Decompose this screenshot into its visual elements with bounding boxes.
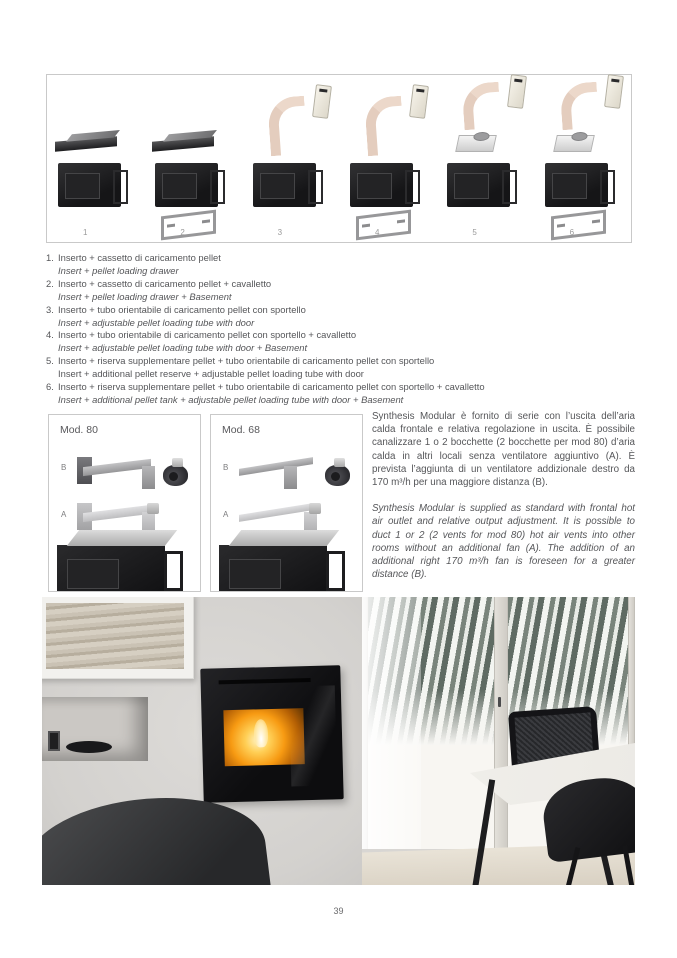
loading-door-illustration: [507, 74, 527, 109]
duct-kit-b-illustration: [77, 457, 153, 491]
config-number: 2: [180, 228, 185, 237]
insert-stove-illustration: [350, 163, 413, 207]
config-number: 4: [374, 228, 380, 237]
mod-68-figure: [210, 414, 363, 592]
insert-stove-illustration: [57, 545, 165, 592]
additional-fan-illustration: [163, 465, 188, 486]
item-text-it: Inserto + cassetto di caricamento pellet + cavalletto: [58, 277, 272, 289]
loading-tube-illustration: [462, 82, 502, 130]
pellet-reserve-illustration: [456, 135, 498, 152]
list-item: [46, 355, 632, 381]
label-b: B: [223, 463, 229, 472]
sheer-curtain: [359, 597, 421, 849]
loading-door-illustration: [604, 74, 624, 109]
item-text-it: Inserto + tubo orientabile di caricamento pellet con sportello: [58, 303, 306, 315]
decor-bowl: [66, 741, 112, 753]
item-number: 6.: [46, 381, 54, 393]
door-handle: [498, 697, 501, 707]
item-number: 5.: [46, 355, 54, 367]
wall-niche: [42, 697, 148, 761]
basement-stand-illustration: [356, 210, 411, 241]
page-number: 39: [333, 906, 344, 916]
basement-stand-illustration: [161, 210, 216, 241]
insert-stove-illustration: [545, 163, 608, 207]
list-item: [46, 278, 632, 304]
mod-68-title: Mod. 68: [222, 424, 260, 436]
config-number: 5: [472, 228, 477, 237]
item-text-it: Inserto + tubo orientabile di caricamento pellet con sportello + cavalletto: [58, 329, 357, 341]
loading-door-illustration: [312, 84, 332, 119]
config-2-illustration: [144, 75, 241, 242]
loading-tube-illustration: [267, 96, 308, 156]
configurations-figure: [46, 74, 632, 243]
window-frame: [494, 597, 508, 849]
mod-80-title: Mod. 80: [60, 424, 98, 436]
basement-stand-illustration: [551, 210, 606, 241]
item-text-it: Inserto + riserva supplementare pellet + tubo orientabile di caricamento pellet con sportello: [58, 355, 435, 367]
list-item: [46, 329, 632, 355]
item-number: 2.: [46, 277, 54, 289]
insert-stove-illustration: [253, 163, 316, 207]
item-text-en: Insert + adjustable pellet loading tube with door: [58, 316, 255, 328]
list-item: [46, 304, 632, 330]
loading-tube-illustration: [559, 82, 599, 130]
pellet-drawer-illustration: [152, 136, 214, 151]
list-item: [46, 381, 632, 407]
label-b: B: [61, 463, 67, 472]
framed-artwork: [42, 597, 194, 679]
configurations-legend: [46, 252, 632, 407]
config-3-illustration: [242, 75, 339, 242]
item-text-en: Insert + additional pellet tank + adjustable pellet loading tube with door + Basement: [58, 393, 404, 405]
item-number: 1.: [46, 252, 54, 263]
insert-stove-illustration: [155, 163, 218, 207]
product-description: [372, 410, 635, 581]
item-text-en: Insert + pellet loading drawer + Basement: [58, 290, 232, 302]
item-text-en: Insert + pellet loading drawer: [58, 264, 179, 276]
pellet-drawer-illustration: [55, 136, 117, 151]
description-italian: Synthesis Modular è fornito di serie con l’uscita dell’aria calda frontale e relativa regolazione in uscita. È possibile canalizzare 1 o 2 bocchette (2 bocchette per mod 80) d’aria calda in altri locali senza ventilatore aggiuntivo (A). È prevista l’aggiunta di un ventilatore addizionale destro da 170 m³/h per una maggiore distanza (B).: [372, 411, 635, 489]
config-4-illustration: [339, 75, 436, 242]
insert-stove-illustration: [58, 163, 121, 207]
flame: [254, 719, 269, 747]
label-a: A: [61, 510, 67, 519]
air-nozzle-illustration: [309, 503, 321, 514]
pellet-insert-fireplace: [200, 665, 343, 803]
item-text-en: Insert + additional pellet reserve + adjustable pellet loading tube with door: [58, 368, 364, 380]
additional-fan-illustration: [325, 465, 350, 486]
item-text-en: Insert + adjustable pellet loading tube with door + Basement: [58, 342, 308, 354]
config-number: 3: [277, 228, 283, 237]
air-nozzle-illustration: [147, 503, 159, 514]
insert-stove-illustration: [447, 163, 510, 207]
label-a: A: [223, 510, 229, 519]
item-number: 4.: [46, 329, 54, 341]
photo-frame: [48, 731, 60, 751]
mod-80-figure: [48, 414, 201, 592]
config-number: 1: [83, 228, 88, 237]
config-5-illustration: [436, 75, 533, 242]
config-number: 6: [569, 228, 575, 237]
duct-kit-b-illustration: [239, 457, 315, 491]
loading-door-illustration: [409, 84, 429, 119]
item-text-it: Inserto + cassetto di caricamento pellet: [58, 252, 221, 263]
insert-stove-illustration: [219, 545, 327, 592]
pellet-reserve-illustration: [553, 135, 595, 152]
item-text-it: Inserto + riserva supplementare pellet + tubo orientabile di caricamento pellet con sportello + cavalletto: [58, 381, 485, 393]
item-number: 3.: [46, 303, 54, 315]
config-6-illustration: [534, 75, 631, 242]
air-vent: [219, 678, 311, 684]
list-item: [46, 252, 632, 278]
description-english: Synthesis Modular is supplied as standard with frontal hot air outlet and relative output adjustment. It is possible to duct 1 or 2 (2 vents for mod 80) hot air vents into other rooms without an additional fan (A). The addition of an additional right 170 m³/h fan is foreseen for a greater distance (B).: [372, 503, 635, 581]
config-1-illustration: [47, 75, 144, 242]
loading-tube-illustration: [364, 96, 405, 156]
fireplace-room-photo: [42, 597, 635, 885]
